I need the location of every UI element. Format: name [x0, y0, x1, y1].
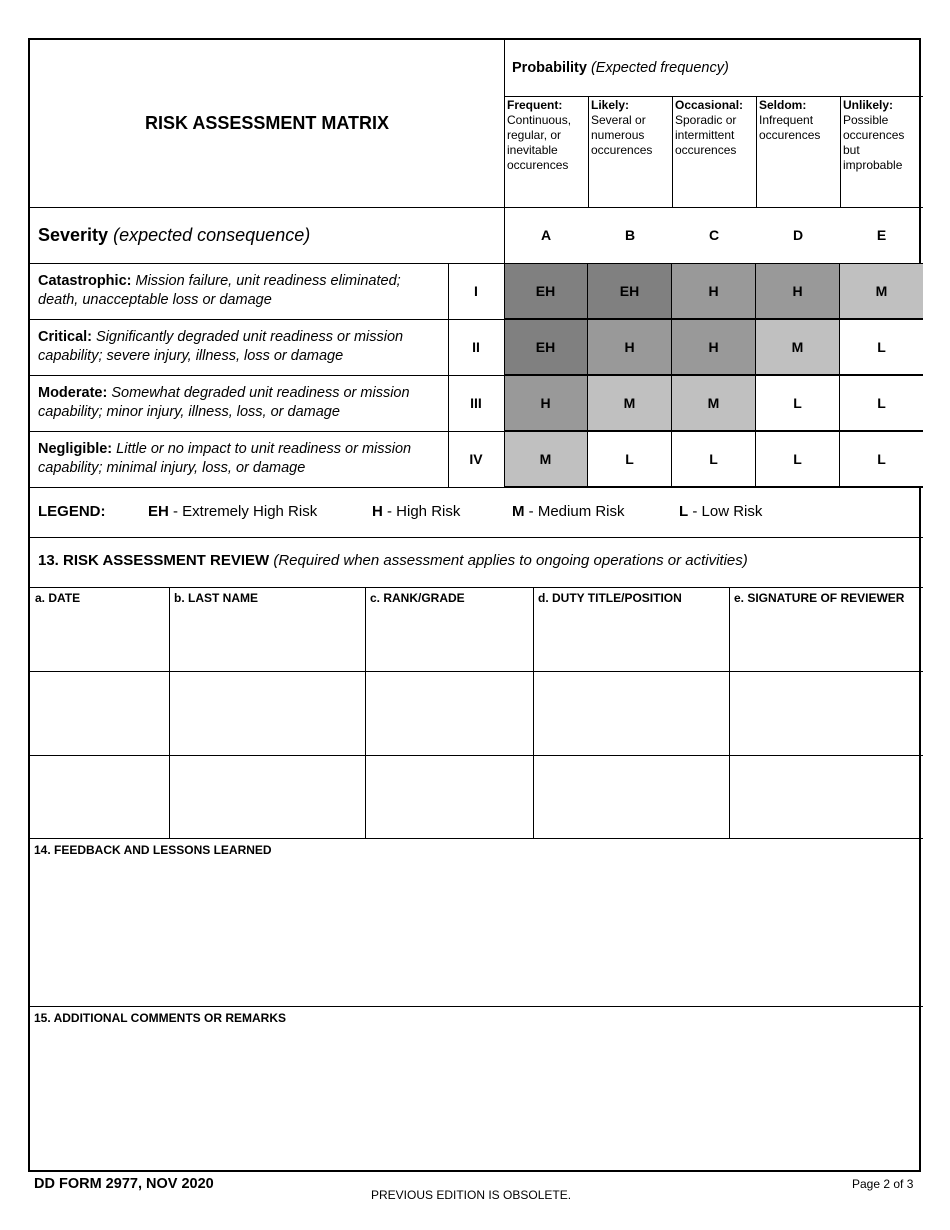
last-name-field[interactable] [169, 606, 365, 670]
risk-cell: EH [588, 263, 672, 319]
form-id: DD FORM 2977, NOV 2020 [34, 1176, 214, 1192]
severity-desc: Somewhat degraded unit readiness or mission capability; minor injury, illness, loss, or damage [38, 385, 410, 420]
risk-cell: M [672, 375, 756, 431]
divider [729, 587, 730, 838]
risk-cell: H [672, 263, 756, 319]
prob-name: Occasional: [675, 98, 744, 112]
legend-code: M [512, 503, 525, 520]
severity-desc: Mission failure, unit readiness eliminated; death, unacceptable loss or damage [38, 273, 401, 308]
risk-cell: M [588, 375, 672, 431]
prob-desc: Sporadic or intermittent occurences [675, 113, 737, 157]
prob-desc-frequent [504, 96, 588, 207]
legend-text: - Extremely High Risk [173, 503, 318, 520]
risk-cell: M [756, 319, 840, 375]
prob-letter: B [624, 227, 636, 243]
divider [30, 375, 923, 376]
divider [169, 587, 170, 838]
risk-cell: M [504, 431, 588, 487]
legend-item-eh [148, 503, 317, 520]
severity-roman: III [470, 395, 482, 411]
legend-item-l [679, 503, 762, 520]
risk-cell: L [840, 319, 923, 375]
prob-desc: Several or numerous occurences [591, 113, 653, 157]
comments-textarea[interactable] [30, 1026, 923, 1170]
severity-row-critical [30, 319, 448, 375]
prob-desc: Continuous, regular, or inevitable occurences [507, 113, 572, 172]
rank-grade-field[interactable] [365, 756, 533, 838]
divider [30, 755, 923, 756]
feedback-label: 14. FEEDBACK AND LESSONS LEARNED [34, 843, 272, 857]
divider [504, 96, 923, 97]
signature-field[interactable] [729, 606, 923, 670]
severity-roman: I [474, 283, 478, 299]
prob-desc-likely [588, 96, 672, 207]
severity-desc: Little or no impact to unit readiness or mission capability; minimal injury, loss, or damage [38, 441, 412, 476]
review-section-header [38, 552, 748, 569]
legend-item-m [512, 503, 625, 520]
risk-cell: EH [504, 263, 588, 319]
divider [533, 587, 534, 838]
divider [30, 319, 923, 320]
review-row [30, 672, 923, 754]
severity-name: Moderate: [38, 385, 108, 401]
severity-row-negligible [30, 431, 448, 487]
severity-sub: (expected consequence) [113, 224, 311, 245]
review-row [30, 606, 923, 670]
prob-name: Frequent: [507, 98, 563, 112]
rank-grade-field[interactable] [365, 672, 533, 754]
severity-name: Negligible: [38, 441, 113, 457]
col-header-signature: e. SIGNATURE OF REVIEWER [734, 591, 905, 605]
rank-grade-field[interactable] [365, 606, 533, 670]
last-name-field[interactable] [169, 672, 365, 754]
severity-roman: IV [469, 451, 483, 467]
divider [30, 431, 923, 432]
prob-desc: Infrequent occurences [759, 113, 821, 142]
severity-row-catastrophic [30, 263, 448, 319]
risk-cell: L [840, 431, 923, 487]
risk-cell: H [756, 263, 840, 319]
prob-name: Seldom: [759, 98, 807, 112]
legend [30, 487, 923, 537]
divider [30, 487, 923, 488]
severity-header [30, 207, 504, 263]
risk-cell: L [672, 431, 756, 487]
col-header-last-name: b. LAST NAME [174, 591, 258, 605]
legend-text: - Medium Risk [528, 503, 625, 520]
review-row [30, 756, 923, 838]
duty-title-field[interactable] [533, 756, 729, 838]
divider [672, 96, 673, 207]
prob-name: Unlikely: [843, 98, 894, 112]
risk-cell: L [756, 375, 840, 431]
divider [448, 263, 449, 487]
prob-desc-seldom [756, 96, 840, 207]
risk-cell: H [504, 375, 588, 431]
prob-desc: Possible occurences but improbable [843, 113, 905, 172]
legend-code: H [372, 503, 383, 520]
prob-letter: C [708, 227, 720, 243]
divider [365, 587, 366, 838]
prob-letter: E [876, 227, 887, 243]
legend-label: LEGEND: [38, 503, 106, 520]
review-title: 13. RISK ASSESSMENT REVIEW [38, 552, 270, 569]
severity-desc: Significantly degraded unit readiness or mission capability; severe injury, illness, loss or damage [38, 329, 404, 364]
divider [30, 1006, 923, 1007]
probability-header [504, 40, 923, 96]
comments-label: 15. ADDITIONAL COMMENTS OR REMARKS [34, 1011, 287, 1025]
legend-text: - Low Risk [692, 503, 763, 520]
severity-roman: II [472, 339, 480, 355]
legend-code: EH [148, 503, 169, 520]
risk-cell: L [588, 431, 672, 487]
date-field[interactable] [30, 672, 169, 754]
divider [30, 587, 923, 588]
feedback-textarea[interactable] [30, 858, 923, 1006]
page-number: Page 2 of 3 [852, 1177, 914, 1191]
divider [30, 207, 923, 208]
risk-cell: H [672, 319, 756, 375]
prob-letter: D [792, 227, 804, 243]
risk-cell: L [840, 375, 923, 431]
signature-field[interactable] [729, 756, 923, 838]
legend-text: - High Risk [387, 503, 461, 520]
duty-title-field[interactable] [533, 672, 729, 754]
legend-item-h [372, 503, 460, 520]
probability-sub: (Expected frequency) [590, 60, 729, 76]
divider [756, 96, 757, 207]
last-name-field[interactable] [169, 756, 365, 838]
prob-desc-unlikely [840, 96, 923, 207]
probability-label: Probability [512, 60, 587, 76]
edition-note: PREVIOUS EDITION IS OBSOLETE. [371, 1188, 572, 1202]
divider [30, 838, 923, 839]
prob-letter: A [540, 227, 552, 243]
prob-name: Likely: [591, 98, 630, 112]
divider [30, 263, 923, 264]
review-subtitle: (Required when assessment applies to ongoing operations or activities) [273, 552, 748, 569]
risk-cell: H [588, 319, 672, 375]
severity-label: Severity [38, 224, 109, 245]
signature-field[interactable] [729, 672, 923, 754]
col-header-duty-title: d. DUTY TITLE/POSITION [538, 591, 682, 605]
col-header-date: a. DATE [35, 591, 81, 605]
risk-cell: M [840, 263, 923, 319]
legend-code: L [679, 503, 689, 520]
form-frame [28, 38, 921, 1172]
risk-cell: L [756, 431, 840, 487]
risk-cell: EH [504, 319, 588, 375]
date-field[interactable] [30, 756, 169, 838]
severity-name: Critical: [38, 329, 92, 345]
severity-row-moderate [30, 375, 448, 431]
date-field[interactable] [30, 606, 169, 670]
duty-title-field[interactable] [533, 606, 729, 670]
prob-desc-occasional [672, 96, 756, 207]
divider [588, 96, 589, 207]
severity-name: Catastrophic: [38, 273, 132, 289]
col-header-rank-grade: c. RANK/GRADE [370, 591, 465, 605]
matrix-title: RISK ASSESSMENT MATRIX [144, 113, 390, 133]
divider [840, 96, 841, 207]
divider [30, 537, 923, 538]
divider [30, 671, 923, 672]
